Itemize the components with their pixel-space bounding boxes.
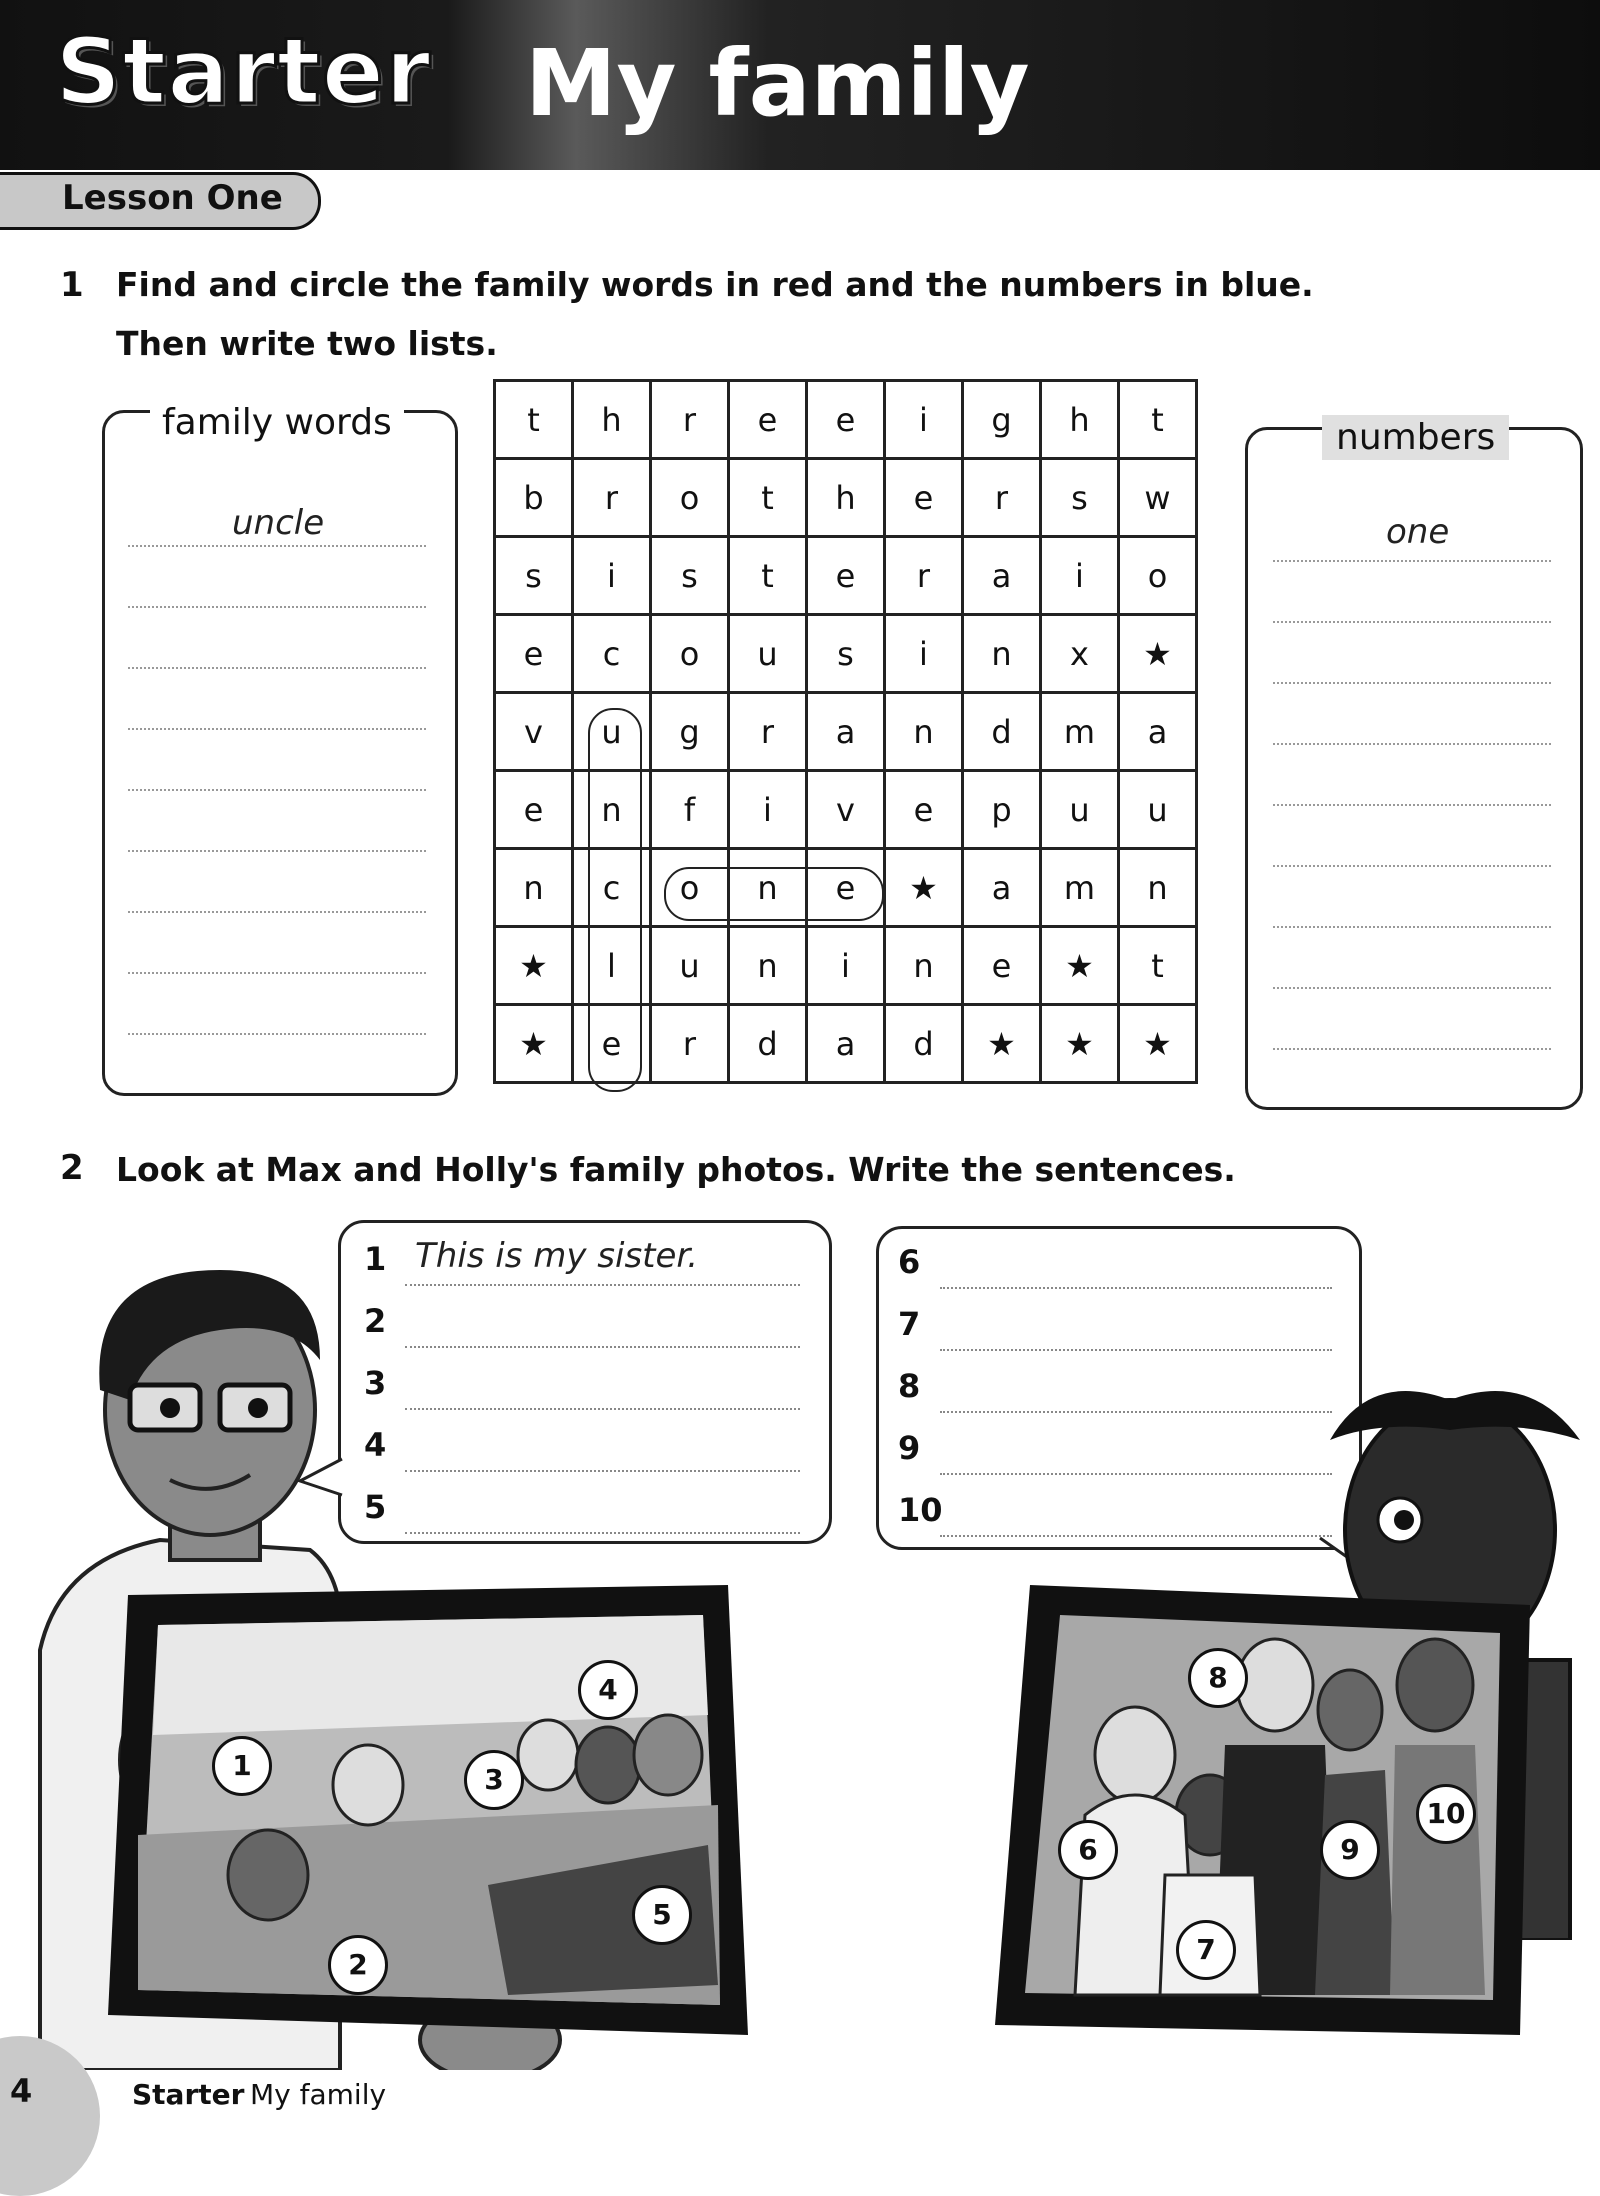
grid-letter[interactable]: m (1041, 693, 1119, 771)
grid-letter[interactable]: o (651, 459, 729, 537)
photo-label-6: 6 (1058, 1820, 1118, 1880)
grid-row (495, 459, 1197, 537)
photo-label-1: 1 (212, 1736, 272, 1796)
grid-letter[interactable]: n (729, 927, 807, 1005)
grid-letter[interactable]: e (807, 849, 885, 927)
grid-letter[interactable]: u (1119, 771, 1197, 849)
circled-word-one (664, 867, 884, 921)
grid-letter[interactable]: t (729, 459, 807, 537)
circled-word-uncle (588, 708, 642, 1092)
sentence-number: 7 (898, 1305, 921, 1343)
grid-star[interactable]: ★ (963, 1005, 1041, 1083)
lesson-label: Lesson One (62, 178, 283, 218)
grid-letter[interactable]: o (651, 849, 729, 927)
grid-star[interactable]: ★ (1119, 1005, 1197, 1083)
sentence-number: 1 (364, 1240, 387, 1278)
footer-title: My family (250, 2078, 387, 2111)
answer-line[interactable] (128, 728, 426, 730)
answer-line[interactable] (1273, 560, 1551, 562)
grid-letter[interactable]: h (1041, 381, 1119, 459)
answer-line[interactable] (1273, 621, 1551, 623)
grid-letter[interactable]: e (807, 381, 885, 459)
grid-letter[interactable]: n (885, 693, 963, 771)
grid-letter[interactable]: r (963, 459, 1041, 537)
sentence-number: 8 (898, 1367, 921, 1405)
grid-letter[interactable]: n (885, 927, 963, 1005)
answer-line[interactable] (1273, 865, 1551, 867)
grid-letter[interactable]: i (885, 381, 963, 459)
grid-letter[interactable]: v (495, 693, 573, 771)
photo-label-8: 8 (1188, 1648, 1248, 1708)
grid-letter[interactable]: e (885, 771, 963, 849)
answer-line[interactable] (128, 667, 426, 669)
grid-letter[interactable]: u (1041, 771, 1119, 849)
sentence-number: 9 (898, 1429, 921, 1467)
grid-letter[interactable]: d (729, 1005, 807, 1083)
grid-letter[interactable]: r (651, 1005, 729, 1083)
grid-letter[interactable]: e (885, 459, 963, 537)
grid-letter[interactable]: u (729, 615, 807, 693)
page-title: My family (525, 30, 1030, 137)
grid-letter[interactable]: n (963, 615, 1041, 693)
answer-line[interactable] (128, 1033, 426, 1035)
answer-line[interactable] (1273, 926, 1551, 928)
grid-letter[interactable]: i (807, 927, 885, 1005)
exercise-1-number: 1 (60, 265, 84, 305)
grid-letter[interactable]: a (807, 1005, 885, 1083)
answer-line[interactable] (1273, 987, 1551, 989)
grid-row (495, 615, 1197, 693)
grid-letter[interactable]: u (573, 693, 651, 771)
grid-row (495, 381, 1197, 459)
photo-label-3: 3 (464, 1750, 524, 1810)
grid-letter[interactable]: a (963, 537, 1041, 615)
grid-letter[interactable]: s (807, 615, 885, 693)
grid-letter[interactable]: r (885, 537, 963, 615)
grid-letter[interactable]: r (573, 459, 651, 537)
photo-label-7: 7 (1176, 1920, 1236, 1980)
grid-letter[interactable]: i (729, 771, 807, 849)
grid-letter[interactable]: i (885, 615, 963, 693)
answer-line[interactable] (128, 545, 426, 547)
photo-label-4: 4 (578, 1660, 638, 1720)
grid-letter[interactable]: i (573, 537, 651, 615)
grid-star[interactable]: ★ (1041, 1005, 1119, 1083)
grid-letter[interactable]: g (963, 381, 1041, 459)
answer-line[interactable] (940, 1287, 1332, 1289)
holly-speech-bubble (876, 1226, 1362, 1550)
answer-line[interactable] (1273, 682, 1551, 684)
family-words-title: family words (150, 402, 404, 443)
sentence-number: 3 (364, 1364, 387, 1402)
grid-letter[interactable]: n (1119, 849, 1197, 927)
grid-letter[interactable]: a (963, 849, 1041, 927)
numbers-example[interactable]: one (1386, 512, 1450, 552)
grid-star[interactable]: ★ (885, 849, 963, 927)
grid-letter[interactable]: u (651, 927, 729, 1005)
grid-letter[interactable]: t (1119, 381, 1197, 459)
grid-letter[interactable]: c (573, 615, 651, 693)
grid-letter[interactable]: h (573, 381, 651, 459)
sentence-number: 6 (898, 1243, 921, 1281)
family-words-example[interactable]: uncle (232, 503, 325, 543)
grid-letter[interactable]: r (729, 693, 807, 771)
grid-letter[interactable]: v (807, 771, 885, 849)
answer-line[interactable] (940, 1473, 1332, 1475)
grid-letter[interactable]: o (651, 615, 729, 693)
grid-letter[interactable]: f (651, 771, 729, 849)
sentence-number: 5 (364, 1488, 387, 1526)
grid-letter[interactable]: e (495, 771, 573, 849)
photo-label-2: 2 (328, 1935, 388, 1995)
grid-letter[interactable]: e (573, 1005, 651, 1083)
answer-line[interactable] (1273, 743, 1551, 745)
grid-letter[interactable]: s (651, 537, 729, 615)
exercise-1-instruction: Find and circle the family words in red and the numbers in blue. (116, 265, 1314, 304)
unit-label: Starter (55, 18, 432, 125)
footer-unit: Starter (132, 2078, 245, 2111)
grid-letter[interactable]: b (495, 459, 573, 537)
grid-letter[interactable]: n (495, 849, 573, 927)
photo-label-5: 5 (632, 1885, 692, 1945)
grid-star[interactable]: ★ (495, 927, 573, 1005)
grid-row (495, 537, 1197, 615)
answer-line[interactable] (128, 850, 426, 852)
photo-label-9: 9 (1320, 1820, 1380, 1880)
answer-line[interactable] (1273, 804, 1551, 806)
grid-letter[interactable]: d (885, 1005, 963, 1083)
answer-line[interactable] (128, 606, 426, 608)
grid-letter[interactable]: c (573, 849, 651, 927)
exercise-2-number: 2 (60, 1148, 84, 1188)
grid-star[interactable]: ★ (495, 1005, 573, 1083)
sentence-number: 2 (364, 1302, 387, 1340)
max-family-photo (108, 1585, 758, 2045)
grid-letter[interactable]: h (807, 459, 885, 537)
sentence-number: 10 (898, 1491, 943, 1529)
answer-line[interactable] (940, 1349, 1332, 1351)
sentence-answer[interactable]: This is my sister. (415, 1236, 699, 1276)
answer-line[interactable] (940, 1411, 1332, 1413)
grid-letter[interactable]: x (1041, 615, 1119, 693)
numbers-title: numbers (1322, 415, 1509, 460)
grid-letter[interactable]: a (1119, 693, 1197, 771)
answer-line[interactable] (940, 1535, 1332, 1537)
grid-letter[interactable]: g (651, 693, 729, 771)
grid-letter[interactable]: n (573, 771, 651, 849)
grid-letter[interactable]: n (729, 849, 807, 927)
grid-letter[interactable]: r (651, 381, 729, 459)
grid-letter[interactable]: e (729, 381, 807, 459)
grid-letter[interactable]: t (1119, 927, 1197, 1005)
grid-letter[interactable]: o (1119, 537, 1197, 615)
grid-star[interactable]: ★ (1041, 927, 1119, 1005)
grid-letter[interactable]: p (963, 771, 1041, 849)
photo-label-10: 10 (1416, 1784, 1476, 1844)
grid-letter[interactable]: e (963, 927, 1041, 1005)
grid-letter[interactable]: m (1041, 849, 1119, 927)
answer-line[interactable] (128, 911, 426, 913)
grid-letter[interactable]: s (1041, 459, 1119, 537)
grid-star[interactable]: ★ (1119, 615, 1197, 693)
grid-letter[interactable]: i (1041, 537, 1119, 615)
grid-letter[interactable]: e (495, 615, 573, 693)
grid-letter[interactable]: t (495, 381, 573, 459)
exercise-1-instruction-2: Then write two lists. (116, 324, 498, 363)
answer-line[interactable] (1273, 1048, 1551, 1050)
grid-letter[interactable]: a (807, 693, 885, 771)
answer-line[interactable] (128, 789, 426, 791)
grid-letter[interactable]: d (963, 693, 1041, 771)
grid-letter[interactable]: w (1119, 459, 1197, 537)
page-number: 4 (10, 2072, 33, 2110)
grid-letter[interactable]: e (807, 537, 885, 615)
exercise-2-instruction: Look at Max and Holly's family photos. Write the sentences. (116, 1150, 1236, 1189)
grid-letter[interactable]: s (495, 537, 573, 615)
grid-letter[interactable]: l (573, 927, 651, 1005)
sentence-number: 4 (364, 1426, 387, 1464)
answer-line[interactable] (128, 972, 426, 974)
grid-letter[interactable]: t (729, 537, 807, 615)
